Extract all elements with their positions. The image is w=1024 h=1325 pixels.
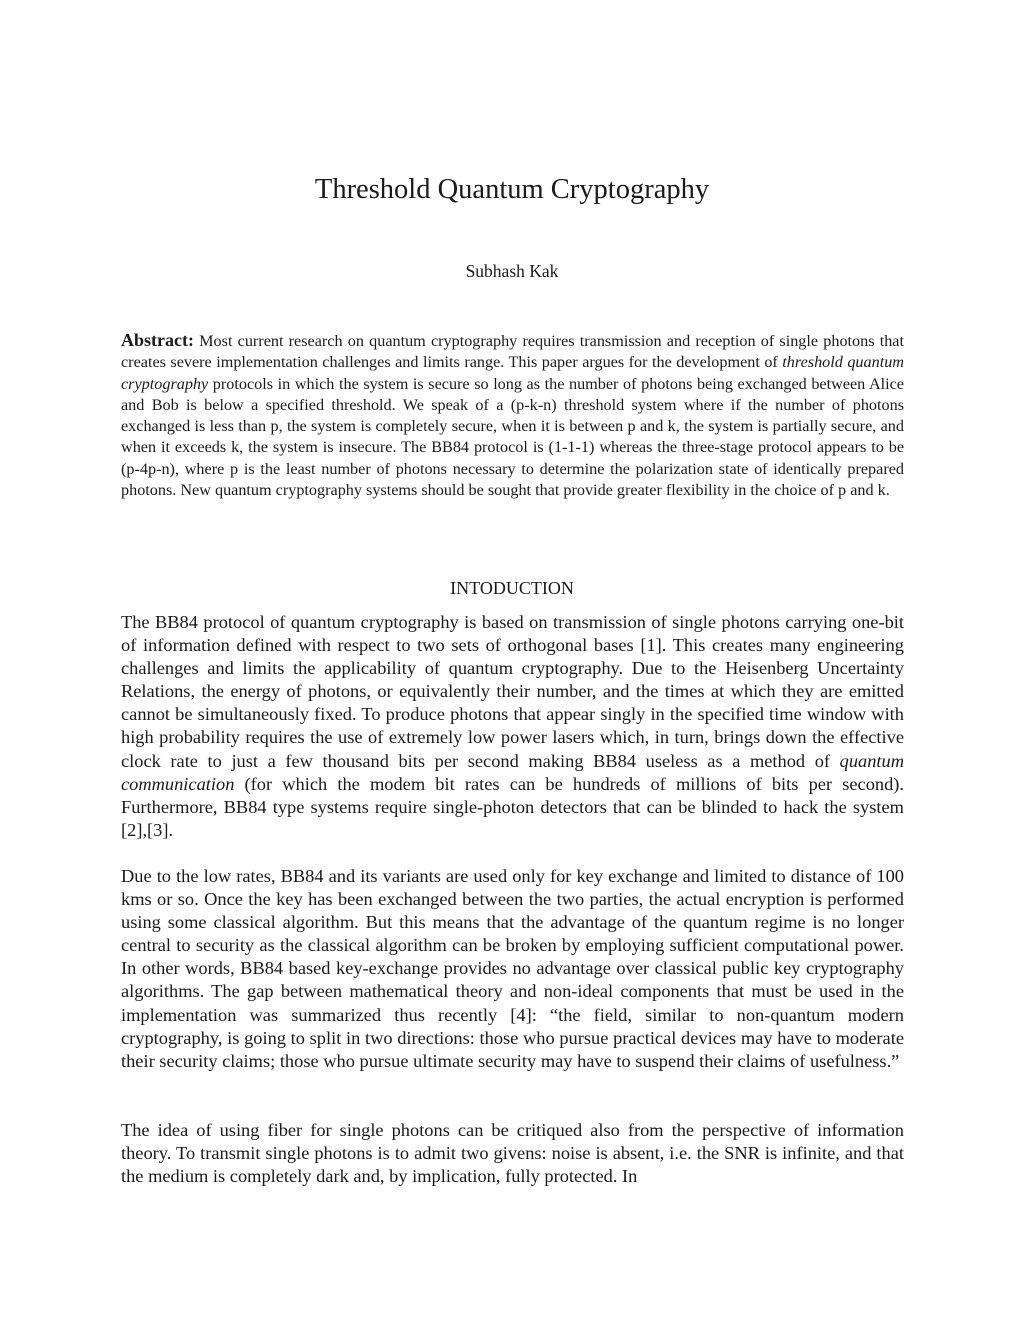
abstract <box>121 330 904 501</box>
section-heading-introduction: INTODUCTION <box>450 578 574 598</box>
paragraph-1-part1: The BB84 protocol of quantum cryptography is based on transmission of single photons carrying one-bit of information defined with respect to two sets of orthogonal bases [1]. This creates many engineering challenges and limits the applicability of quantum cryptography. Due to the Heisenberg Uncertainty Relations, the energy of photons, or equivalently their number, and the times at which they are emitted cannot be simultaneously fixed. To produce photons that appear singly in the specified time window with high probability requires the use of extremely low power lasers which, in turn, brings down the effective clock rate to just a few thousand bits per second making BB84 useless as a method of <box>121 612 904 771</box>
body-paragraph-3: The idea of using fiber for single photons can be critiqued also from the perspective of information theory. To transmit single photons is to admit two givens: noise is absent, i.e. the SNR is infinite, and that the medium is completely dark and, by implication, fully protected. In <box>121 1120 904 1187</box>
author-name: Subhash Kak <box>465 261 559 281</box>
body-paragraph-1 <box>121 611 904 842</box>
paragraph-1-emphasis: quantum communication <box>121 750 904 794</box>
abstract-text-part1: Most current research on quantum cryptography requires transmission and reception of single photons that creates severe implementation challenges and limits range. This paper argues for the development of <box>121 332 904 372</box>
abstract-label: Abstract: <box>121 330 194 350</box>
abstract-emphasis: threshold quantum cryptography <box>121 353 904 393</box>
abstract-text-part2: protocols in which the system is secure so long as the number of photons being exchanged between Alice and Bob is below a specified threshold. We speak of a (p-k-n) threshold system where if the number of photons exchanged is less than p, the system is completely secure, when it is between p and k, the system is partially secure, and when it exceeds k, the system is insecure. The BB84 protocol is (1-1-1) whereas the three-stage protocol appears to be (p-4p-n), where p is the least number of photons necessary to determine the polarization state of identically prepared photons. New quantum cryptography systems should be sought that provide greater flexibility in the choice of p and k. <box>121 374 904 500</box>
paper-title: Threshold Quantum Cryptography <box>314 174 710 205</box>
body-paragraph-2: Due to the low rates, BB84 and its variants are used only for key exchange and limited to distance of 100 kms or so. Once the key has been exchanged between the two parties, the actual encryption is performed using some classical algorithm. But this means that the advantage of the quantum regime is no longer central to security as the classical algorithm can be broken by employing sufficient computational power. In other words, BB84 based key-exchange provides no advantage over classical public key cryptography algorithms. The gap between mathematical theory and non-ideal components that must be used in the implementation was summarized thus recently [4]: “the field, similar to non-quantum modern cryptography, is going to split in two directions: those who pursue practical devices may have to moderate their security claims; those who pursue ultimate security may have to suspend their claims of usefulness.” <box>121 866 904 1071</box>
paragraph-1-part2: (for which the modem bit rates can be hundreds of millions of bits per second). Furthermore, BB84 type systems require single-photon detectors that can be blinded to hack the system [2],[3]. <box>121 773 904 840</box>
